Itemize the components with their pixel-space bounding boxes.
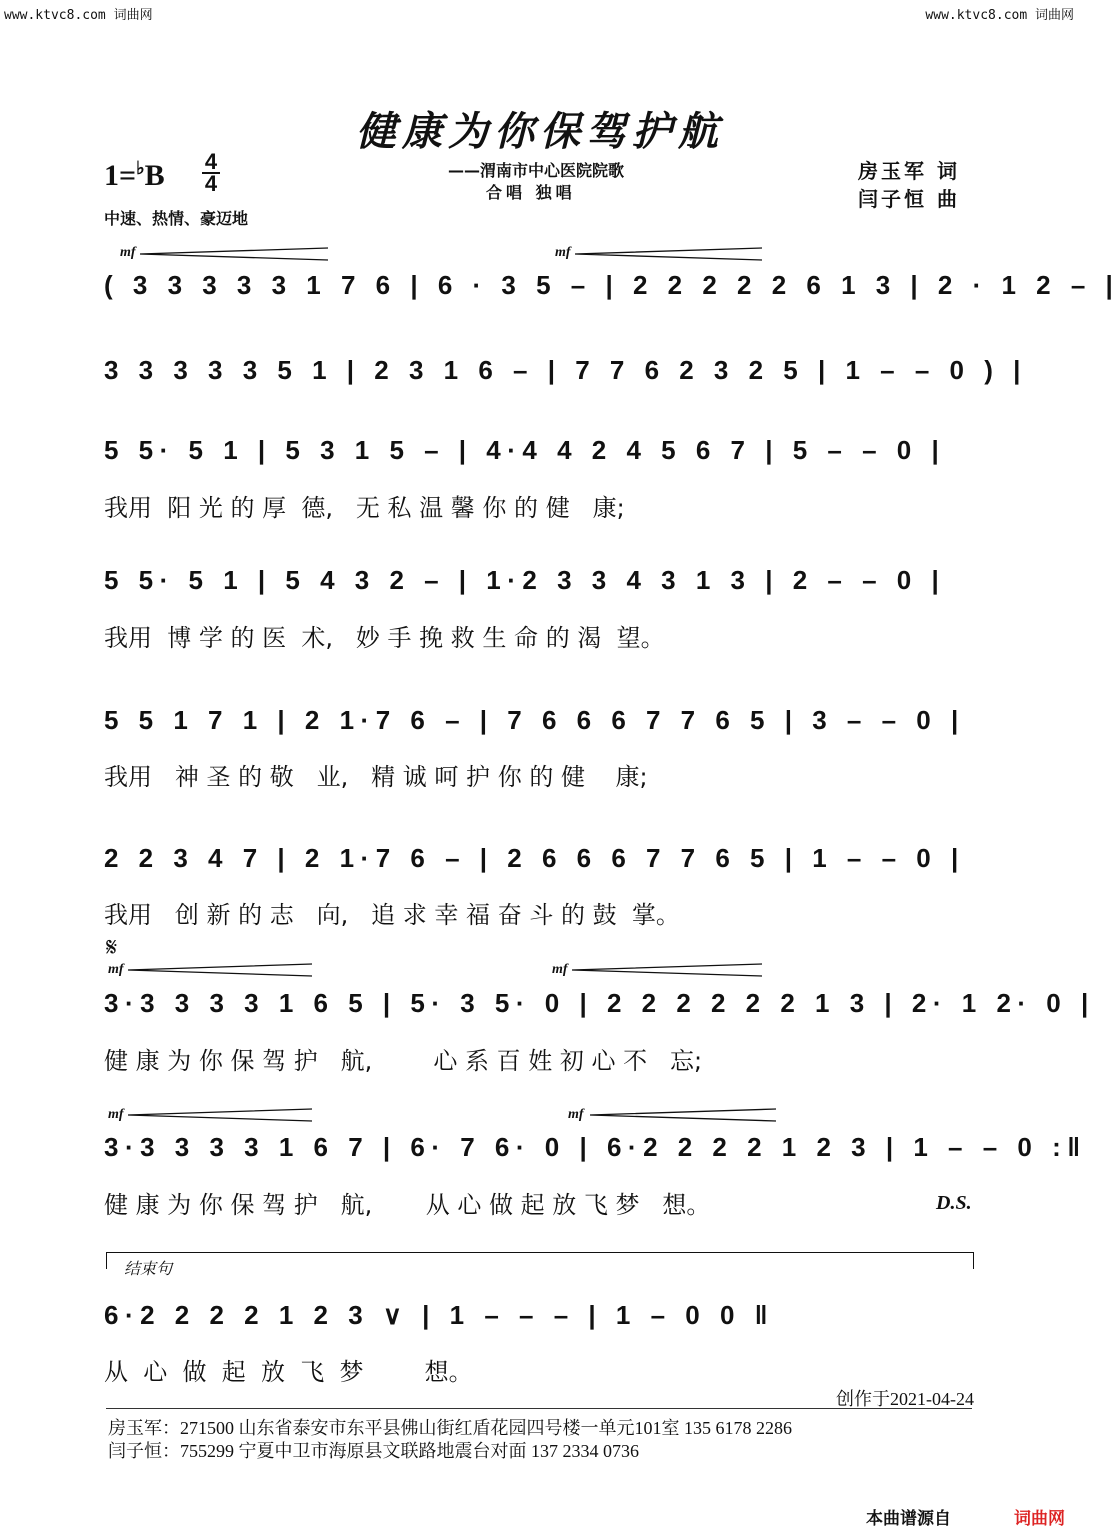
notation-line: 3 3 3 3 3 5 1 | 2 3 1 6 – | 7 7 6 2 3 2 5 | 1 – – 0 ) |: [104, 355, 1027, 385]
dynamic-mf: mf: [108, 1107, 124, 1122]
notation-line: 3·3 3 3 3 1 6 7 | 6· 7 6· 0 | 6·2 2 2 2 1 2 3 | 1 – – 0 :‖: [104, 1132, 1087, 1162]
dynamic-mf: mf: [552, 962, 568, 977]
ds-marking: D.S.: [936, 1192, 972, 1214]
lyric-line: 我用 阳 光 的 厚 德, 无 私 温 馨 你 的 健 康;: [104, 494, 625, 522]
site-watermark-right: www.ktvc8.com 词曲网: [925, 8, 1074, 23]
lyric-line: 健 康 为 你 保 驾 护 航, 从 心 做 起 放 飞 梦 想。: [104, 1191, 711, 1219]
notation-line: 5 5 1 7 1 | 2 1·7 6 – | 7 6 6 6 7 7 6 5 | 3 – – 0 |: [104, 705, 965, 735]
lyric-line: 我用 神 圣 的 敬 业, 精 诚 呵 护 你 的 健 康;: [104, 763, 648, 791]
coda-bracket: [106, 1252, 974, 1269]
lyric-line: 我用 博 学 的 医 术, 妙 手 挽 救 生 命 的 渴 望。: [104, 624, 665, 652]
coda-label: 结束句: [124, 1259, 173, 1278]
lyric-line: 我用 创 新 的 志 向, 追 求 幸 福 奋 斗 的 鼓 掌。: [104, 901, 680, 929]
notation-line: 2 2 3 4 7 | 2 1·7 6 – | 2 6 6 6 7 7 6 5 | 1 – – 0 |: [104, 843, 965, 873]
key-signature: 1=♭B: [104, 158, 165, 192]
lyric-line: 健 康 为 你 保 驾 护 航, 心 系 百 姓 初 心 不 忘;: [104, 1047, 703, 1075]
song-subtitle: ——渭南市中心医院院歌: [448, 161, 625, 180]
notation-line: 5 5· 5 1 | 5 3 1 5 – | 4·4 4 2 4 5 6 7 | 5 – – 0 |: [104, 435, 946, 465]
notation-line: 6·2 2 2 2 1 2 3 ∨ | 1 – – – | 1 – 0 0 ‖: [104, 1300, 775, 1330]
tempo-marking: 中速、热情、豪迈地: [104, 209, 249, 228]
performance-type: 合唱 独唱: [486, 183, 576, 202]
creation-date: 创作于2021-04-24: [836, 1389, 974, 1409]
composer-credit: 闫子恒 曲: [858, 187, 960, 211]
notation-line: 3·3 3 3 3 1 6 5 | 5· 3 5· 0 | 2 2 2 2 2 2 1 3 | 2· 1 2· 0 |: [104, 988, 1095, 1018]
dynamic-mf: mf: [568, 1107, 584, 1122]
segno-icon: 𝄋: [106, 933, 118, 963]
dynamic-mf: mf: [108, 962, 124, 977]
notation-line: ( 3 3 3 3 3 1 7 6 | 6 · 3 5 – | 2 2 2 2 2 6 1 3 | 2 · 1 2 – |: [104, 270, 1119, 300]
dynamic-mf: mf: [120, 245, 136, 260]
time-signature: 4 4: [202, 152, 220, 194]
dynamic-mf: mf: [555, 245, 571, 260]
lyric-line: 从 心 做 起 放 飞 梦 想。: [104, 1358, 473, 1386]
lyricist-credit: 房玉军 词: [858, 159, 960, 183]
song-title: 健康为你保驾护航: [356, 108, 724, 155]
contact-composer: 闫子恒：755299 宁夏中卫市海原县文联路地震台对面 137 2334 0736: [108, 1441, 639, 1461]
source-site[interactable]: 词曲网: [1014, 1509, 1065, 1529]
notation-line: 5 5· 5 1 | 5 4 3 2 – | 1·2 3 3 4 3 1 3 | 2 – – 0 |: [104, 565, 946, 595]
site-watermark-left: www.ktvc8.com 词曲网: [4, 8, 153, 23]
contact-lyricist: 房玉军：271500 山东省泰安市东平县佛山街红盾花园四号楼一单元101室 135 6178 2286: [108, 1418, 792, 1438]
divider: [106, 1408, 972, 1409]
source-label: 本曲谱源自: [866, 1509, 951, 1529]
